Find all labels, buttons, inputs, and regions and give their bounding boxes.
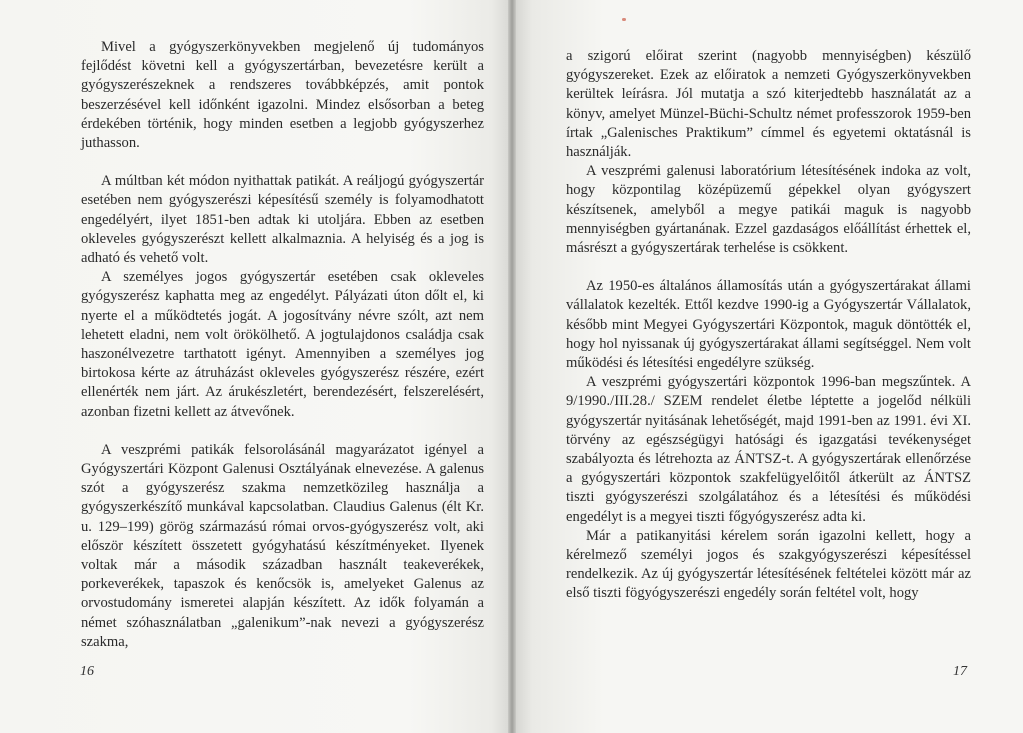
left-page-text xyxy=(81,38,484,652)
right-paragraph-2: A veszprémi galenusi laboratórium létesítésének indoka az volt, hogy központilag középüzemű gépekkel olyan gyógyszert készítsenek, amelyből a megye patikái maguk is nagyobb mennyiségben gyártanának. Ezzel gazdaságos előállítást érhettek el, másrészt a gyógyszertárak terhelése is csökkent. xyxy=(566,163,971,257)
page-number-right: 17 xyxy=(953,664,967,679)
right-paragraph-1: a szigorú előirat szerint (nagyobb mennyiségben) készülő gyógyszereket. Ezek az előiratok a nemzeti Gyógyszerkönyvekben kerültek leírásra. Jól mutatja a szó kiterjedtebb használatát az a könyv, amelyet Münzel-Büchi-Schultz német professzorok 1959-ben írtak „Galenisches Praktikum” címmel és egyetemi oktatásnál is használják. xyxy=(566,48,971,161)
paragraph-gap xyxy=(81,153,484,172)
book-gutter xyxy=(508,0,516,733)
right-paragraph-3: Az 1950-es általános államosítás után a gyógyszertárakat állami vállalatok kezelték. Ettől kezdve 1990-ig a Gyógyszertár Vállalatok, később mint Megyei Gyógyszertári Központok, maguk döntötték el, hogy hol nyissanak új gyógyszertárakat állami segítséggel. Nem volt működési és létesítési engedélyre szükség. xyxy=(566,278,971,372)
left-paragraph-2: A múltban két módon nyithattak patikát. A reáljogú gyógyszertár esetében nem gyógyszerészi képesítésű személy is folyamodhatott engedélyért, ilyet 1851-ben adtak ki utoljára. Ebben az esetben okleveles gyógyszerészt kellett alkalmaznia. A helyiség és a jog is adható és vehető volt. xyxy=(81,173,484,267)
paragraph-gap xyxy=(81,422,484,441)
left-paragraph-1: Mivel a gyógyszerkönyvekben megjelenő új tudományos fejlődést követni kell a gyógyszertárban, bevezetésre került a gyógyszerészeknek a rendszeres továbbképzés, amit pontok beszerzésével kell időnként igazolni. Mindez elsősorban a beteg érdekében történik, hogy minden esetben a legjobb gyógyszerhez juthasson. xyxy=(81,39,484,152)
paragraph-gap xyxy=(566,258,971,277)
page-number-left: 16 xyxy=(80,664,94,679)
right-page-text xyxy=(566,47,971,604)
right-paragraph-5: Már a patikanyitási kérelem során igazolni kellett, hogy a kérelmező személyi jogos és szakgyógyszerészi képesítéssel rendelkezik. Az új gyógyszertár létesítésének feltételei között már az első tiszti fögyógyszerészi engedély során feltétel volt, hogy xyxy=(566,527,971,602)
left-paragraph-4: A veszprémi patikák felsorolásánál magyarázatot igényel a Gyógyszertári Központ Galenusi Osztályának elnevezése. A galenus szót a gyógyszerész szakma nemzetközileg használja a gyógyszerkészítő munkával kapcsolatban. Claudius Galenus (élt Kr. u. 129–199) görög származású római orvos-gyógyszerész volt, aki először készített összetett gyógyhatású készítményeket. Ilyenek voltak már a második században használt teakeverékek, porkeverékek, tapaszok és kenőcsök is, amelyeket Galenus az orvostudomány ismeretei alapján készített. Az idők folyamán a német szóhasználatban „galenikum”-nak nevezi a gyógyszerész szakma, xyxy=(81,441,484,650)
right-paragraph-4: A veszprémi gyógyszertári központok 1996-ban megszűntek. A 9/1990./III.28./ SZEM rendelet életbe léptette a jogelőd nélküli gyógyszertár nyitásának lehetőségét, majd 1991-ben az 1991. évi XI. törvény az egészségügyi hatósági és igazgatási tevékenységet szabályozta és létrehozta az ÁNTSZ-t. A gyógyszertárak ellenőrzése a gyógyszertári központok szakfelügyelőitől átkerült az ÁNTSZ tiszti gyógyszerészi szolgálatához és a létesítési és működési engedélyt is a megyei tiszti főgyógyszerész adta ki. xyxy=(566,374,971,525)
left-paragraph-3: A személyes jogos gyógyszertár esetében csak okleveles gyógyszerész kaphatta meg az engedélyt. Pályázati úton dőlt el, ki nyerte el a működtetés jogát. A jogosítvány névre szólt, azt nem lehetett eladni, nem volt örökölhető. A jogtulajdonos családja csak haszonélvezetre tarthatott igényt. Amennyiben a személyes jog birtokosa kérte az átruházást okleveles gyógyszerész részére, ezért ellenérték nem járt. Az árukészletért, berendezésért, felszerelésért, azonban fizetni kellett az átvevőnek. xyxy=(81,269,484,420)
ink-speck xyxy=(622,18,626,21)
